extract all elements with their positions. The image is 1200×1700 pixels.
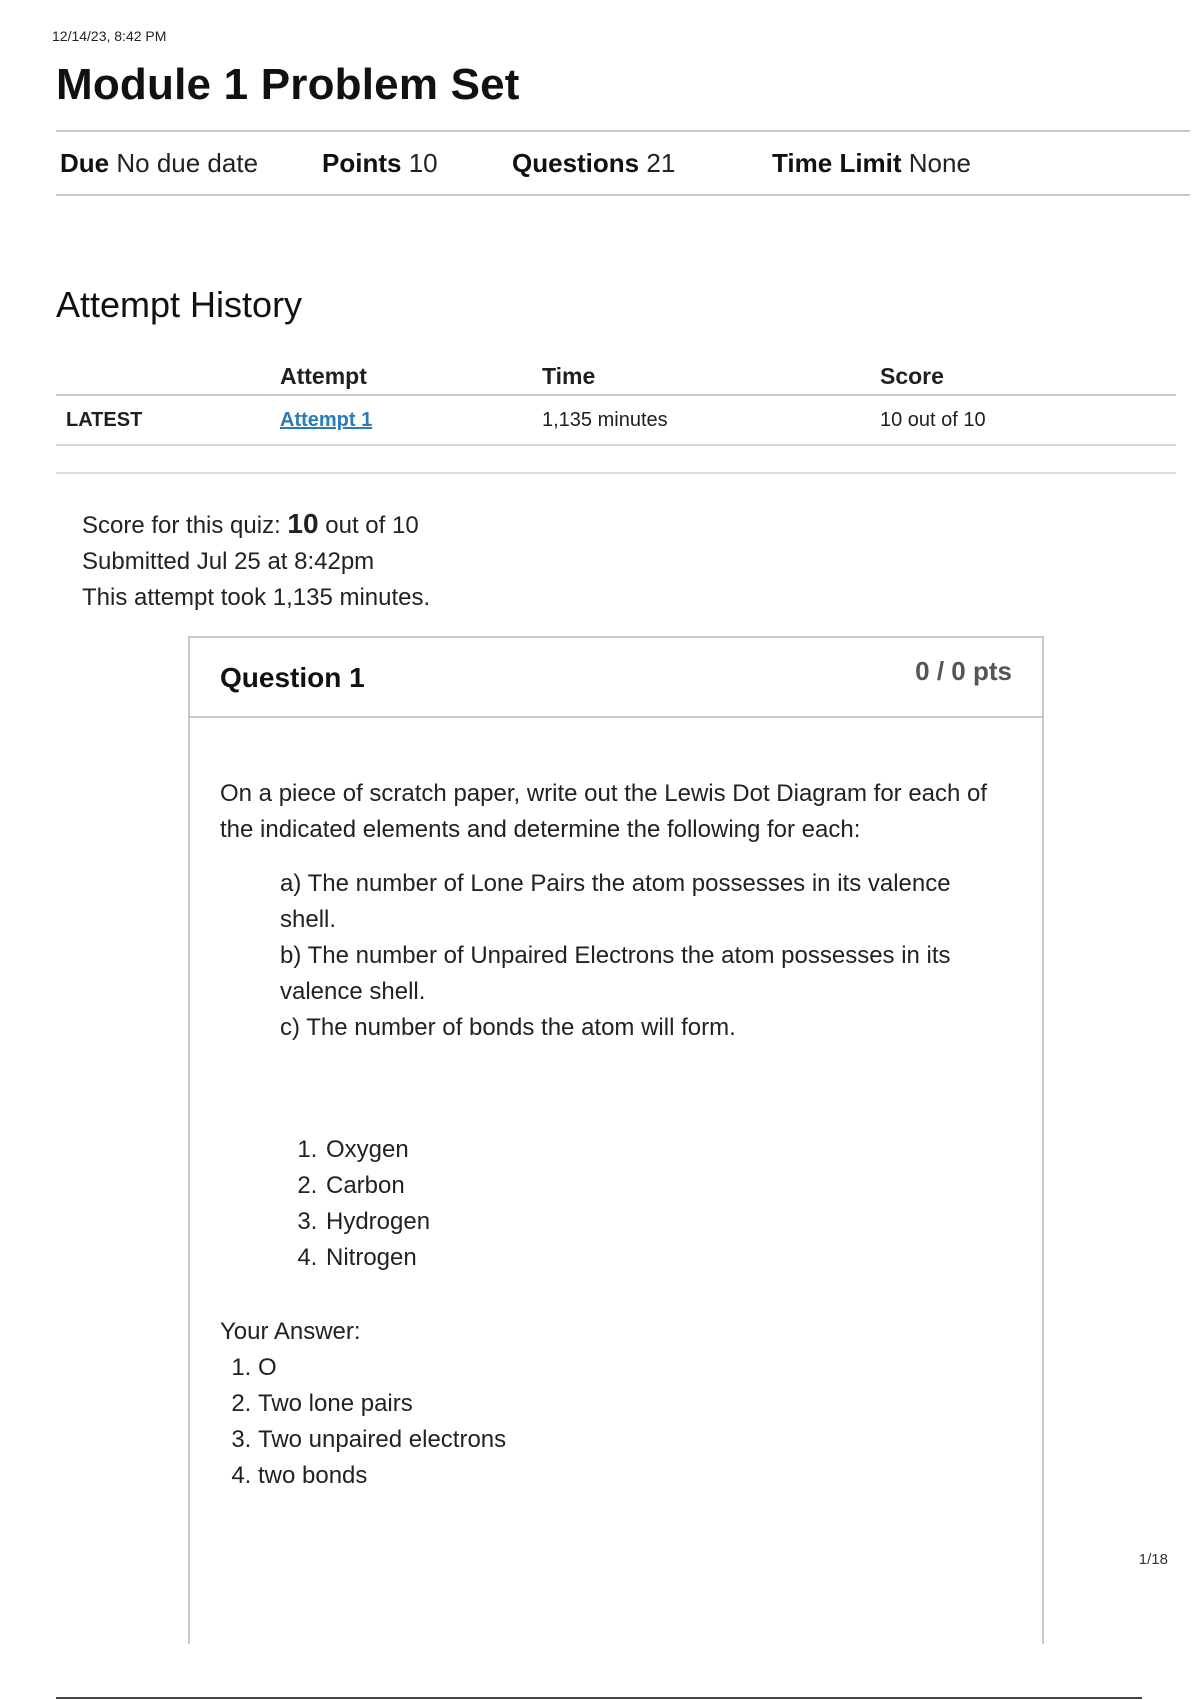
question-card <box>188 636 1044 1644</box>
points-label: Points <box>322 148 402 178</box>
sub-part-b: b) The number of Unpaired Electrons the atom possesses in its valence shell. <box>280 942 951 1005</box>
list-item: 1. O <box>258 1350 1010 1386</box>
attempt-cell <box>280 395 542 445</box>
list-item: 4. Nitrogen <box>324 1240 1010 1276</box>
due-detail <box>60 148 258 179</box>
points-value: 10 <box>408 148 438 178</box>
time-limit-label: Time Limit <box>772 148 902 178</box>
due-label: Due <box>60 148 110 178</box>
page-number: 1/18 <box>1138 1551 1168 1568</box>
list-item: 1. Oxygen <box>324 1132 1010 1168</box>
table-header-row <box>56 350 1176 395</box>
duration-line: This attempt took 1,135 minutes. <box>82 584 431 611</box>
score-summary <box>82 506 430 616</box>
time-column-header: Time <box>542 350 880 395</box>
attempt-history-table <box>56 350 1176 446</box>
attempt-status: LATEST <box>56 395 280 445</box>
question-sub-parts <box>280 866 980 1046</box>
attempt-column-header: Attempt <box>280 350 542 395</box>
your-answer-label: Your Answer: <box>220 1318 361 1345</box>
question-title: Question 1 <box>220 662 365 693</box>
submitted-line: Submitted Jul 25 at 8:42pm <box>82 548 375 575</box>
score-column-header: Score <box>880 350 1176 395</box>
element-list <box>280 1132 1010 1276</box>
score-prefix: Score for this quiz: <box>82 512 281 539</box>
bottom-rule <box>56 1697 1142 1699</box>
questions-detail <box>512 148 675 179</box>
attempt-1-link[interactable]: Attempt 1 <box>280 408 373 431</box>
question-body <box>220 776 1010 1494</box>
status-column-header <box>56 350 280 395</box>
sub-part-a: a) The number of Lone Pairs the atom possesses in its valence shell. <box>280 870 951 933</box>
question-points: 0 / 0 pts <box>915 656 1012 686</box>
question-prompt: On a piece of scratch paper, write out the Lewis Dot Diagram for each of the indicated elements and determine the following for each: <box>220 780 988 843</box>
list-item: 2. Carbon <box>324 1168 1010 1204</box>
print-timestamp: 12/14/23, 8:42 PM <box>52 28 167 44</box>
quiz-score-line <box>82 506 430 544</box>
time-limit-detail <box>772 148 971 179</box>
section-divider <box>56 472 1176 474</box>
attempt-time: 1,135 minutes <box>542 395 880 445</box>
list-item: 4. two bonds <box>258 1458 1010 1494</box>
table-row <box>56 395 1176 445</box>
attempt-history-title: Attempt History <box>56 284 303 325</box>
quiz-details-bar <box>56 130 1190 196</box>
question-header <box>190 638 1042 718</box>
list-item: 3. Two unpaired electrons <box>258 1422 1010 1458</box>
sub-part-c: c) The number of bonds the atom will form. <box>280 1014 736 1041</box>
score-suffix: out of 10 <box>325 512 419 539</box>
time-limit-value: None <box>908 148 971 178</box>
page-title: Module 1 Problem Set <box>56 60 520 109</box>
list-item: 2. Two lone pairs <box>258 1386 1010 1422</box>
attempt-score: 10 out of 10 <box>880 395 1176 445</box>
answer-list <box>220 1350 1010 1494</box>
score-value: 10 <box>287 508 319 539</box>
due-value: No due date <box>116 148 259 178</box>
list-item: 3. Hydrogen <box>324 1204 1010 1240</box>
points-detail <box>322 148 438 179</box>
questions-value: 21 <box>646 148 676 178</box>
questions-label: Questions <box>512 148 640 178</box>
